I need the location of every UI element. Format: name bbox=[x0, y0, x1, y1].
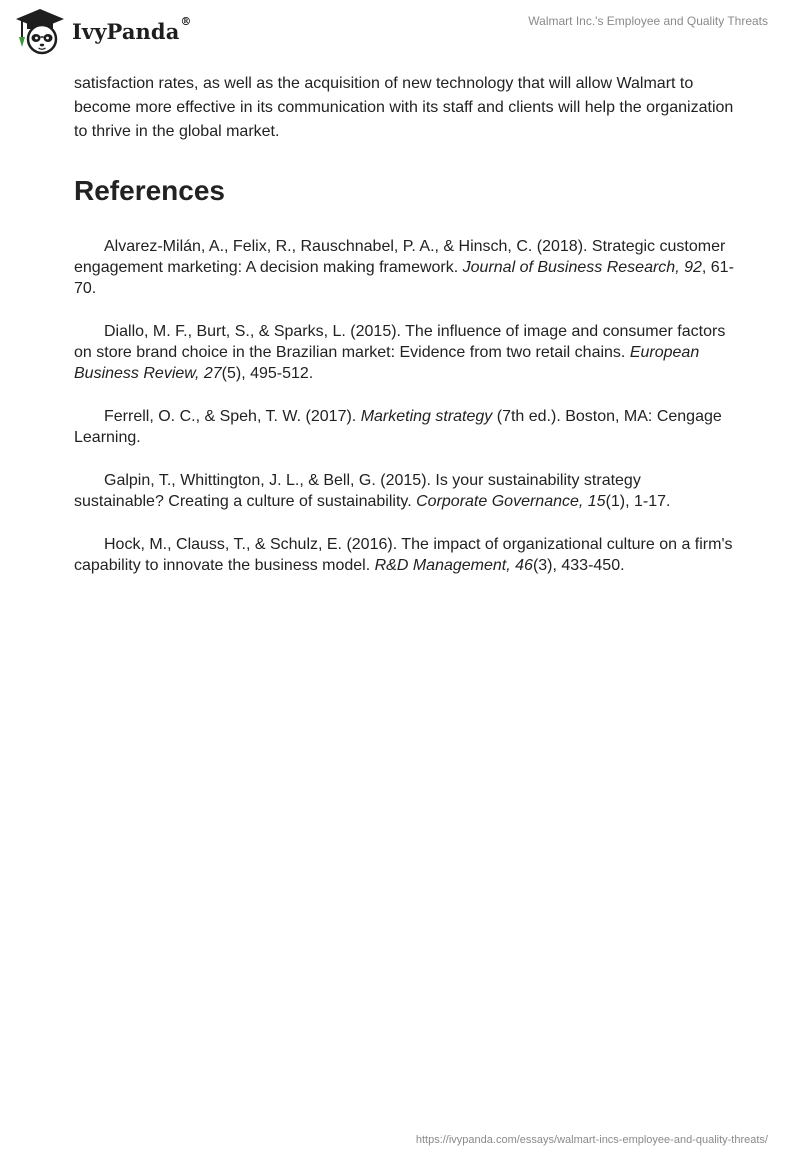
footer-source-url[interactable]: https://ivypanda.com/essays/walmart-incs-employee-and-quality-threats/ bbox=[415, 1134, 768, 1146]
panda-graduate-icon bbox=[14, 7, 66, 55]
document-body bbox=[74, 72, 734, 598]
logo-wordmark: IvyPanda® bbox=[72, 14, 192, 44]
running-title: Walmart Inc.'s Employee and Quality Threats bbox=[528, 14, 768, 28]
ivypanda-logo[interactable] bbox=[14, 6, 192, 56]
intro-paragraph: satisfaction rates, as well as the acquisition of new technology that will allow Walmart to become more effective in its communication with its staff and clients will help the organization to thrive in the global market. bbox=[74, 75, 734, 140]
reference-entry: Diallo, M. F., Burt, S., & Sparks, L. (2015). The influence of image and consumer factors on store brand choice in the Brazilian market: Evidence from two retail chains. European Business Review, 27(5), 495-512. bbox=[74, 323, 726, 382]
reference-entry: Hock, M., Clauss, T., & Schulz, E. (2016). The impact of organizational culture on a firm's capability to innovate the business model. R&D Management, 46(3), 433-450. bbox=[74, 536, 733, 574]
registered-mark: ® bbox=[180, 14, 192, 28]
reference-entry: Alvarez-Milán, A., Felix, R., Rauschnabel, P. A., & Hinsch, C. (2018). Strategic customer engagement marketing: A decision making framework. Journal of Business Research, 92, 61-70. bbox=[74, 238, 734, 297]
reference-entry: Ferrell, O. C., & Speh, T. W. (2017). Marketing strategy (7th ed.). Boston, MA: Cengage Learning. bbox=[74, 408, 722, 446]
reference-entry: Galpin, T., Whittington, J. L., & Bell, G. (2015). Is your sustainability strategy sustainable? Creating a culture of sustainability. Corporate Governance, 15(1), 1-17. bbox=[74, 472, 671, 510]
page-header bbox=[0, 0, 800, 60]
references-heading: References bbox=[74, 175, 225, 206]
